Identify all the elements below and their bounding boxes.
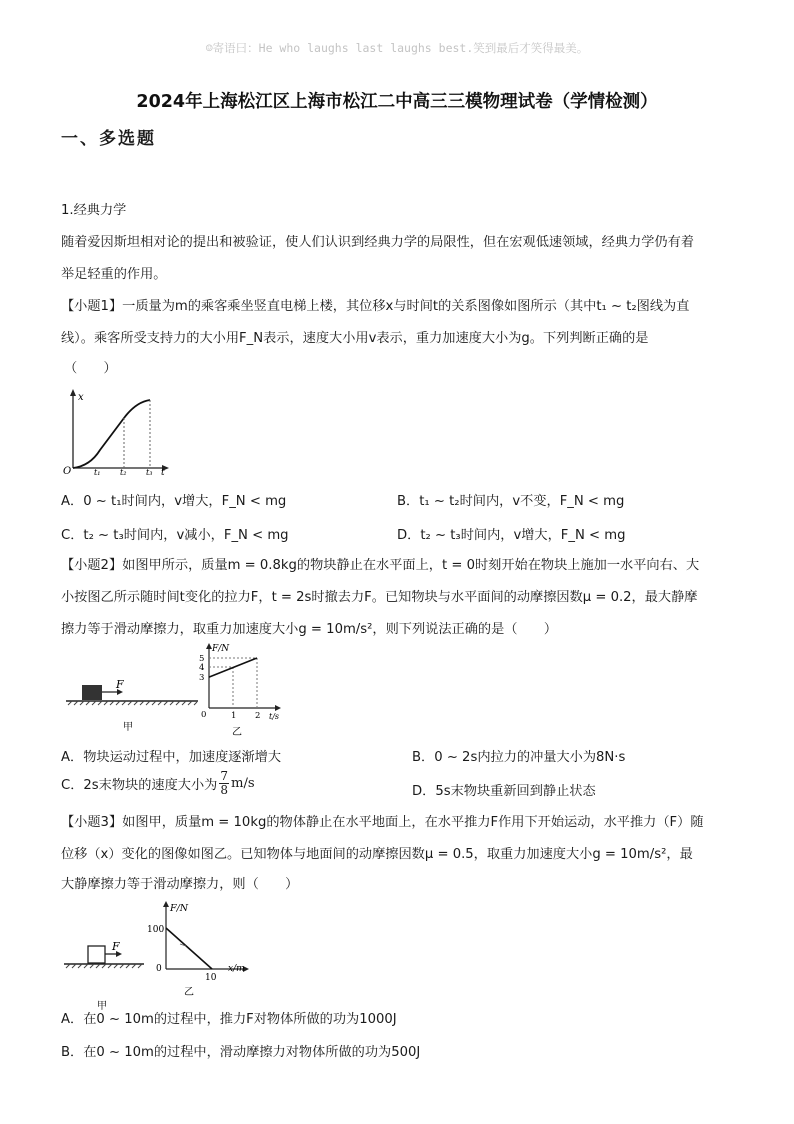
force-label: F: [116, 678, 124, 691]
force-line: [209, 658, 257, 677]
box: [88, 946, 105, 963]
tick-label: 5: [199, 654, 205, 664]
answer-blank: （ ）: [64, 361, 117, 376]
force-label: F: [112, 940, 120, 953]
tick-label: 2: [255, 711, 261, 721]
y-axis-arrow: [163, 901, 169, 907]
fig3-yi: [146, 896, 258, 1008]
motto: ☺寄语曰：He who laughs last laughs best.笑到最后才笑得最美。: [205, 41, 589, 55]
option-a[interactable]: A．0 ~ t₁时间内，v增大，F_N < mg: [61, 494, 287, 509]
xt-curve: [73, 400, 150, 468]
origin-label: O: [63, 466, 72, 476]
fig3-jia: [62, 936, 148, 1014]
option-b[interactable]: B．0 ~ 2s内拉力的冲量大小为8N·s: [412, 750, 626, 765]
intro-line: 随着爱因斯坦相对论的提出和被验证，使人们认识到经典力学的局限性，但在宏观低速领域，经典力学仍有着: [61, 235, 694, 250]
option-a[interactable]: A．在0 ~ 10m的过程中，推力F对物体所做的功为1000J: [61, 1012, 397, 1027]
intro-line: 举足轻重的作用。: [61, 267, 167, 282]
tick-label: 4: [199, 663, 205, 673]
option-c-text: C．2s末物块的速度大小为: [61, 778, 218, 793]
tick-t2: t₂: [120, 468, 127, 476]
fig-caption: 乙: [232, 727, 242, 738]
question-heading: 1.经典力学: [61, 203, 127, 218]
section-heading: 一、多选题: [61, 129, 156, 149]
tick-t: t: [161, 468, 165, 476]
fig-caption: 甲: [97, 1001, 107, 1012]
force-line: [166, 928, 212, 969]
x-axis-arrow: [275, 705, 281, 711]
y-axis-label: F/N: [170, 903, 189, 914]
sub1-line: 【小题1】一质量为m的乘客乘坐竖直电梯上楼，其位移x与时间t的关系图像如图所示（其中t₁ ~ t₂图线为直: [61, 299, 690, 314]
block: [82, 685, 102, 700]
x-axis-label: x/m: [228, 964, 245, 974]
y-axis-arrow: [70, 389, 76, 396]
origin-label: 0: [156, 964, 162, 974]
option-a[interactable]: A．物块运动过程中，加速度逐渐增大: [61, 750, 282, 765]
tick-t1: t₁: [94, 468, 101, 476]
option-b[interactable]: B．在0 ~ 10m的过程中，滑动摩擦力对物体所做的功为500J: [61, 1045, 421, 1060]
axis-label-x: x: [78, 392, 84, 403]
tick-label: 100: [147, 925, 165, 935]
fig2-yi: [194, 640, 289, 740]
fig2-jia: [64, 676, 200, 734]
tick-t3: t₃: [146, 468, 153, 476]
option-d[interactable]: D．5s末物块重新回到静止状态: [412, 784, 596, 799]
unit: m/s: [230, 776, 255, 791]
option-d[interactable]: D．t₂ ~ t₃时间内，v增大，F_N < mg: [397, 528, 626, 543]
sub2-line: 擦力等于滑动摩擦力，取重力加速度大小g = 10m/s²，则下列说法正确的是（ ）: [61, 622, 558, 637]
tick-label: 3: [199, 673, 205, 683]
y-axis-label: F/N: [212, 644, 230, 654]
tick-label: 1: [231, 711, 237, 721]
option-b[interactable]: B．t₁ ~ t₂时间内，v不变，F_N < mg: [397, 494, 625, 509]
tick-label: 10: [205, 973, 217, 983]
denominator: 8: [220, 783, 228, 797]
fig-caption: 乙: [184, 987, 194, 998]
fig-caption: 甲: [123, 722, 133, 733]
tick-label: 0: [201, 710, 207, 720]
sub3-line: 大静摩擦力等于滑动摩擦力，则（ ）: [61, 877, 299, 892]
sub2-line: 小按图乙所示随时间t变化的拉力F，t = 2s时撤去力F。已知物块与水平面间的动摩擦因数μ = 0.2，最大静摩: [61, 590, 698, 605]
option-c[interactable]: C．t₂ ~ t₃时间内，v减小，F_N < mg: [61, 528, 289, 543]
sub2-line: 【小题2】如图甲所示，质量m = 0.8kg的物块静止在水平面上，t = 0时刻开始在物块上施加一水平向右、大: [61, 558, 700, 573]
sub3-line: 【小题3】如图甲，质量m = 10kg的物体静止在水平地面上，在水平推力F作用下开始运动，水平推力（F）随: [61, 815, 704, 830]
option-c[interactable]: [61, 770, 255, 797]
sub3-line: 位移（x）变化的图像如图乙。已知物体与地面间的动摩擦因数μ = 0.5，取重力加速度大小g = 10m/s²，最: [61, 847, 693, 862]
sub1-line: 线）。乘客所受支持力的大小用F_N表示，速度大小用v表示，重力加速度大小为g。下列判断正确的是: [61, 331, 649, 346]
page-title: 2024年上海松江区上海市松江二中高三三模物理试卷（学情检测）: [136, 92, 658, 112]
x-axis-label: t/s: [269, 712, 280, 721]
fraction: [219, 770, 229, 797]
xt-graph: [60, 386, 172, 476]
numerator: 7: [220, 769, 228, 783]
